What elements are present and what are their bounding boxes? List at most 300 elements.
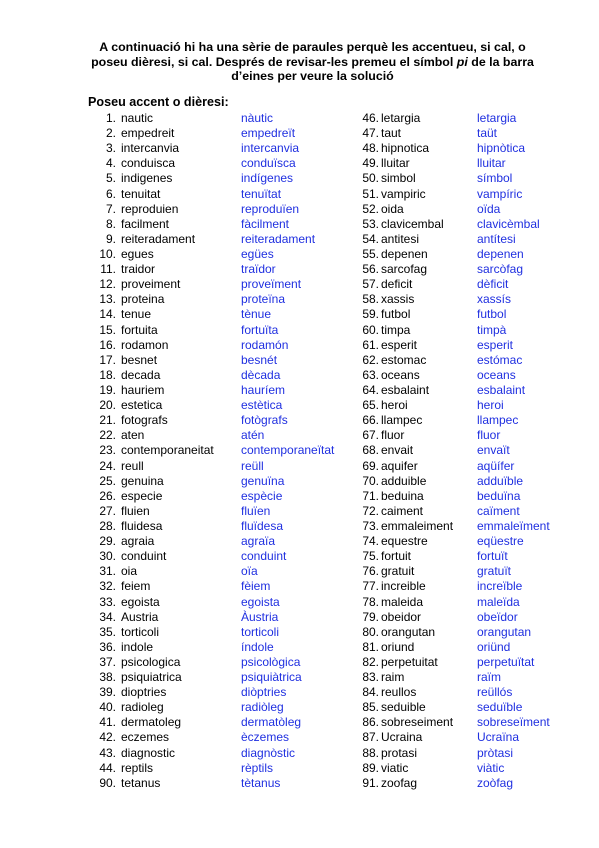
word-row — [98, 746, 334, 761]
item-number: 42. — [99, 730, 116, 745]
exercise-word: esbalaint — [381, 382, 430, 397]
solution-word: radiòleg — [241, 700, 284, 715]
exercise-word: protasi — [381, 745, 418, 760]
exercise-word: diagnostic — [121, 745, 176, 760]
word-row — [361, 307, 550, 322]
word-row — [361, 549, 550, 564]
item-number: 43. — [99, 745, 116, 760]
exercise-word: tenuitat — [121, 186, 161, 201]
word-row — [361, 368, 550, 383]
word-row — [361, 277, 550, 292]
word-row — [98, 368, 334, 383]
word-row — [98, 761, 334, 776]
exercise-word: obeidor — [381, 609, 422, 624]
word-row — [361, 353, 550, 368]
exercise-word: dioptries — [121, 685, 167, 700]
exercise-word: egues — [121, 246, 154, 261]
word-row — [98, 232, 334, 247]
item-number: 36. — [99, 639, 116, 654]
item-number: 11. — [100, 262, 116, 277]
word-row — [361, 171, 550, 186]
item-number: 21. — [99, 413, 116, 428]
exercise-word: reiteradament — [121, 231, 196, 246]
exercise-word: indole — [121, 639, 154, 654]
solution-word: perpetuïtat — [477, 654, 535, 669]
solution-word: obeïdor — [477, 609, 518, 624]
solution-word: xassís — [477, 292, 512, 307]
word-row — [361, 292, 550, 307]
exercise-word: oia — [121, 564, 138, 579]
solution-word: esbalaint — [477, 382, 526, 397]
item-number: 29. — [99, 534, 116, 549]
solution-word: Ucraïna — [477, 730, 520, 745]
solution-word: raïm — [477, 670, 501, 685]
item-number: 4. — [105, 156, 116, 171]
item-number: 48. — [362, 141, 379, 156]
exercise-word: estetica — [121, 398, 163, 413]
solution-word: tètanus — [241, 775, 281, 790]
item-number: 87. — [362, 730, 379, 745]
word-row — [361, 595, 550, 610]
word-row — [98, 413, 334, 428]
solution-word: aqüífer — [477, 458, 515, 473]
word-row — [361, 262, 550, 277]
item-number: 55. — [362, 246, 379, 261]
word-row — [361, 715, 550, 730]
word-row — [361, 383, 550, 398]
solution-word: atén — [241, 428, 265, 443]
instructions-symbol: pi — [456, 54, 468, 69]
word-row — [361, 519, 550, 534]
word-row — [361, 625, 550, 640]
item-number: 18. — [99, 367, 116, 382]
item-number: 44. — [99, 760, 116, 775]
right-word-column — [361, 111, 550, 791]
word-row — [98, 428, 334, 443]
solution-word: psiquiàtrica — [241, 670, 302, 685]
item-number: 3. — [105, 141, 116, 156]
solution-word: fortuït — [477, 549, 508, 564]
solution-word: oceans — [477, 367, 516, 382]
word-row — [361, 504, 550, 519]
item-number: 82. — [362, 654, 379, 669]
exercise-word: fotografs — [121, 413, 168, 428]
item-number: 19. — [99, 382, 116, 397]
item-number: 74. — [362, 534, 379, 549]
word-row — [98, 640, 334, 655]
word-row — [361, 746, 550, 761]
word-row — [361, 730, 550, 745]
word-row — [98, 277, 334, 292]
item-number: 77. — [362, 579, 379, 594]
item-number: 32. — [99, 579, 116, 594]
item-number: 13. — [99, 292, 116, 307]
exercise-word: indigenes — [121, 171, 173, 186]
solution-word: torticoli — [241, 624, 280, 639]
word-row — [361, 126, 550, 141]
item-number: 90. — [99, 775, 116, 790]
exercise-word: oceans — [381, 367, 420, 382]
word-row — [361, 459, 550, 474]
item-number: 34. — [99, 609, 116, 624]
exercise-word: perpetuitat — [381, 654, 438, 669]
solution-word: fortuïta — [241, 322, 279, 337]
word-row — [98, 171, 334, 186]
solution-word: fluor — [477, 428, 501, 443]
solution-word: fluïdesa — [241, 518, 284, 533]
exercise-word: psicologica — [121, 654, 181, 669]
exercise-word: lluitar — [381, 156, 410, 171]
solution-word: envaït — [477, 443, 510, 458]
exercise-word: taut — [381, 126, 402, 141]
exercise-word: egoista — [121, 594, 160, 609]
word-row — [98, 141, 334, 156]
exercise-word: emmaleiment — [381, 518, 454, 533]
word-row — [361, 670, 550, 685]
exercise-word: eczemes — [121, 730, 170, 745]
item-number: 22. — [99, 428, 116, 443]
solution-word: índole — [241, 639, 274, 654]
item-number: 61. — [362, 337, 379, 352]
word-row — [361, 413, 550, 428]
exercise-word: beduina — [381, 488, 424, 503]
exercise-word: simbol — [381, 171, 416, 186]
item-number: 71. — [362, 488, 379, 503]
word-row — [361, 187, 550, 202]
word-row — [98, 534, 334, 549]
solution-word: estómac — [477, 352, 523, 367]
exercise-word: oida — [381, 201, 404, 216]
word-row — [361, 685, 550, 700]
item-number: 46. — [362, 111, 379, 125]
solution-word: adduïble — [477, 473, 524, 488]
item-number: 35. — [99, 624, 116, 639]
exercise-word: fluidesa — [121, 518, 163, 533]
solution-word: reiteradament — [241, 231, 316, 246]
solution-word: lluitar — [477, 156, 506, 171]
solution-word: dermatòleg — [241, 715, 302, 730]
item-number: 53. — [362, 216, 379, 231]
exercise-word: facilment — [121, 216, 170, 231]
solution-word: viàtic — [477, 760, 505, 775]
word-row — [98, 715, 334, 730]
exercise-word: xassis — [381, 292, 415, 307]
solution-word: egües — [241, 246, 274, 261]
solution-word: besnét — [241, 352, 278, 367]
exercise-word: gratuit — [381, 564, 415, 579]
solution-word: pròtasi — [477, 745, 514, 760]
item-number: 6. — [105, 186, 116, 201]
word-row — [98, 579, 334, 594]
exercise-word: depenen — [381, 246, 428, 261]
exercise-word: proveiment — [121, 277, 181, 292]
word-row — [98, 776, 334, 791]
solution-word: conduint — [241, 549, 287, 564]
word-row — [98, 489, 334, 504]
item-number: 85. — [362, 700, 379, 715]
item-number: 41. — [99, 715, 116, 730]
exercise-word: maleida — [381, 594, 424, 609]
solution-word: espècie — [241, 488, 283, 503]
word-row — [98, 307, 334, 322]
exercise-word: increible — [381, 579, 426, 594]
word-row — [361, 232, 550, 247]
exercise-word: conduisca — [121, 156, 176, 171]
word-row — [361, 323, 550, 338]
solution-word: reproduïen — [241, 201, 300, 216]
solution-word: fèiem — [241, 579, 271, 594]
item-number: 23. — [99, 443, 116, 458]
exercise-word: genuina — [121, 473, 164, 488]
item-number: 39. — [99, 685, 116, 700]
solution-word: indígenes — [241, 171, 294, 186]
exercise-word: especie — [121, 488, 163, 503]
item-number: 54. — [362, 231, 379, 246]
exercise-word: llampec — [381, 413, 423, 428]
word-row — [98, 549, 334, 564]
solution-word: tènue — [241, 307, 272, 322]
word-row — [98, 474, 334, 489]
exercise-word: traidor — [121, 262, 156, 277]
item-number: 25. — [99, 473, 116, 488]
solution-word: clavicèmbal — [477, 216, 540, 231]
item-number: 10. — [99, 246, 116, 261]
item-number: 47. — [362, 126, 379, 141]
exercise-word: raim — [381, 670, 405, 685]
solution-word: oriünd — [477, 639, 511, 654]
item-number: 91. — [362, 775, 379, 790]
word-row — [98, 700, 334, 715]
item-number: 67. — [362, 428, 379, 443]
word-row — [98, 262, 334, 277]
word-row — [361, 640, 550, 655]
item-number: 56. — [362, 262, 379, 277]
exercise-word: envait — [381, 443, 414, 458]
solution-word: diòptries — [241, 685, 287, 700]
exercise-word: seduible — [381, 700, 426, 715]
item-number: 64. — [362, 382, 379, 397]
item-number: 60. — [362, 322, 379, 337]
item-number: 83. — [362, 670, 379, 685]
item-number: 8. — [105, 216, 116, 231]
word-row — [361, 428, 550, 443]
solution-word: Àustria — [241, 609, 279, 624]
exercise-word: decada — [121, 367, 161, 382]
exercise-word: letargia — [381, 111, 421, 125]
solution-word: agraïa — [241, 534, 276, 549]
exercise-word: rodamon — [121, 337, 169, 352]
solution-word: psicològica — [241, 654, 301, 669]
exercise-word: fortuit — [381, 549, 412, 564]
solution-word: taüt — [477, 126, 498, 141]
word-row — [361, 338, 550, 353]
word-row — [98, 670, 334, 685]
word-row — [98, 247, 334, 262]
word-row — [98, 338, 334, 353]
solution-word: eqüestre — [477, 534, 524, 549]
item-number: 89. — [362, 760, 379, 775]
word-row — [98, 655, 334, 670]
word-row — [98, 519, 334, 534]
item-number: 62. — [362, 352, 379, 367]
exercise-word: agraia — [121, 534, 155, 549]
solution-word: emmaleïment — [477, 518, 550, 533]
item-number: 12. — [99, 277, 116, 292]
word-row — [98, 595, 334, 610]
exercise-word: conduint — [121, 549, 167, 564]
word-row — [98, 202, 334, 217]
solution-word: sobreseïment — [477, 715, 550, 730]
word-row — [361, 247, 550, 262]
solution-word: èczemes — [241, 730, 290, 745]
exercise-word: vampiric — [381, 186, 426, 201]
solution-word: gratuït — [477, 564, 512, 579]
exercise-word: sobreseiment — [381, 715, 454, 730]
word-row — [98, 730, 334, 745]
solution-word: letargia — [477, 111, 517, 125]
solution-word: llampec — [477, 413, 519, 428]
exercise-word: aten — [121, 428, 145, 443]
item-number: 40. — [99, 700, 116, 715]
word-row — [361, 398, 550, 413]
word-row — [98, 398, 334, 413]
solution-word: depenen — [477, 246, 524, 261]
solution-word: estètica — [241, 398, 283, 413]
item-number: 38. — [99, 670, 116, 685]
word-row — [98, 187, 334, 202]
exercise-word: oriund — [381, 639, 415, 654]
item-number: 16. — [99, 337, 116, 352]
solution-word: maleïda — [477, 594, 520, 609]
word-row — [361, 761, 550, 776]
item-number: 33. — [99, 594, 116, 609]
solution-word: antítesi — [477, 231, 516, 246]
item-number: 75. — [362, 549, 379, 564]
item-number: 49. — [362, 156, 379, 171]
exercise-word: antitesi — [381, 231, 420, 246]
solution-word: proteïna — [241, 292, 286, 307]
solution-word: genuïna — [241, 473, 285, 488]
item-number: 2. — [105, 126, 116, 141]
solution-word: empedreït — [241, 126, 296, 141]
word-row — [98, 323, 334, 338]
word-row — [98, 217, 334, 232]
solution-word: símbol — [477, 171, 513, 186]
item-number: 27. — [99, 503, 116, 518]
word-row — [361, 579, 550, 594]
item-number: 24. — [99, 458, 116, 473]
item-number: 79. — [362, 609, 379, 624]
solution-word: hipnòtica — [477, 141, 526, 156]
exercise-word: nautic — [121, 111, 154, 125]
exercise-word: futbol — [381, 307, 411, 322]
word-row — [361, 655, 550, 670]
exercise-word: fluor — [381, 428, 405, 443]
word-row — [361, 564, 550, 579]
solution-word: zoòfag — [477, 775, 514, 790]
solution-word: diagnòstic — [241, 745, 296, 760]
exercise-word: reullos — [381, 685, 417, 700]
instructions-text-1: A continuació hi ha una sèrie de paraules perquè les accentueu, si cal, o poseu dièresi, si cal. Després de revisar-les premeu el símbol — [91, 40, 526, 69]
solution-word: egoista — [241, 594, 280, 609]
exercise-word: equestre — [381, 534, 428, 549]
item-number: 86. — [362, 715, 379, 730]
item-number: 69. — [362, 458, 379, 473]
item-number: 52. — [362, 201, 379, 216]
item-number: 65. — [362, 398, 379, 413]
solution-word: fluïen — [241, 503, 271, 518]
word-row — [98, 459, 334, 474]
item-number: 68. — [362, 443, 379, 458]
word-row — [98, 126, 334, 141]
solution-word: seduïble — [477, 700, 523, 715]
solution-word: reüll — [241, 458, 264, 473]
item-number: 70. — [362, 473, 379, 488]
exercise-word: hauriem — [121, 382, 165, 397]
solution-word: proveïment — [241, 277, 302, 292]
solution-word: conduïsca — [241, 156, 296, 171]
solution-word: heroi — [477, 398, 504, 413]
word-row — [361, 489, 550, 504]
solution-word: intercanvia — [241, 141, 300, 156]
word-row — [98, 111, 334, 126]
exercise-word: radioleg — [121, 700, 164, 715]
left-word-column — [98, 111, 334, 791]
solution-word: oïda — [477, 201, 501, 216]
word-row — [361, 217, 550, 232]
solution-word: beduïna — [477, 488, 521, 503]
item-number: 72. — [362, 503, 379, 518]
exercise-word: reptils — [121, 760, 154, 775]
solution-word: futbol — [477, 307, 507, 322]
word-row — [361, 776, 550, 791]
exercise-word: torticoli — [121, 624, 160, 639]
exercise-word: aquifer — [381, 458, 418, 473]
word-row — [98, 353, 334, 368]
word-row — [361, 111, 550, 126]
item-number: 1. — [105, 111, 116, 125]
item-number: 28. — [99, 518, 116, 533]
exercise-word: contemporaneitat — [121, 443, 214, 458]
exercise-word: caiment — [381, 503, 424, 518]
solution-word: hauríem — [241, 382, 286, 397]
exercise-word: feiem — [121, 579, 151, 594]
item-number: 76. — [362, 564, 379, 579]
word-row — [361, 202, 550, 217]
word-row — [361, 141, 550, 156]
exercise-word: proteina — [121, 292, 165, 307]
solution-word: rodamón — [241, 337, 289, 352]
solution-word: fotògrafs — [241, 413, 288, 428]
word-row — [98, 685, 334, 700]
item-number: 84. — [362, 685, 379, 700]
exercise-word: psiquiatrica — [121, 670, 182, 685]
exercise-word: empedreit — [121, 126, 175, 141]
solution-word: oïa — [241, 564, 258, 579]
item-number: 14. — [99, 307, 116, 322]
word-row — [361, 474, 550, 489]
exercise-word: reproduien — [121, 201, 179, 216]
solution-word: dèficit — [477, 277, 509, 292]
solution-word: orangutan — [477, 624, 532, 639]
instructions-text-2: de la barra d’eines per veure la solució — [231, 54, 534, 83]
item-number: 66. — [362, 413, 379, 428]
solution-word: reüllós — [477, 685, 513, 700]
word-row — [98, 625, 334, 640]
item-number: 50. — [362, 171, 379, 186]
solution-word: caïment — [477, 503, 520, 518]
exercise-word: besnet — [121, 352, 158, 367]
